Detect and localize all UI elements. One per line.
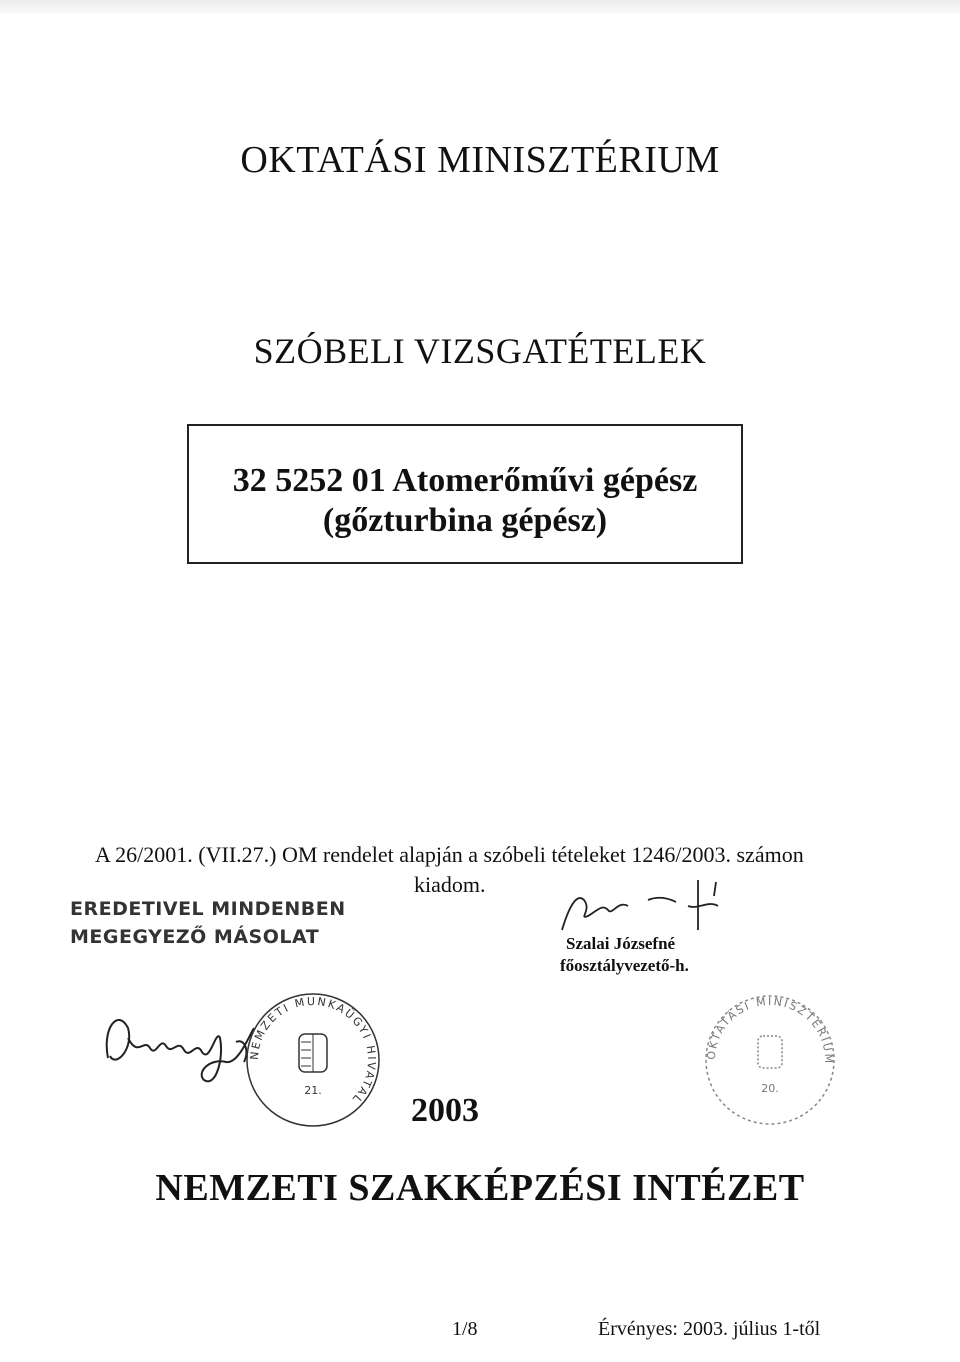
decree-text-line1: A 26/2001. (VII.27.) OM rendelet alapján a szóbeli tételeket 1246/2003. számon bbox=[95, 842, 804, 867]
certification-stamp-line2: MEGEGYEZŐ MÁSOLAT bbox=[70, 926, 320, 948]
publication-year: 2003 bbox=[411, 1092, 479, 1129]
validity-date: Érvényes: 2003. július 1-től bbox=[598, 1318, 821, 1340]
seal-right-number: 20. bbox=[761, 1082, 779, 1095]
signatory-title: főosztályvezető-h. bbox=[560, 956, 689, 975]
document-subtitle: SZÓBELI VIZSGATÉTELEK bbox=[253, 331, 707, 371]
svg-text:OKTATÁSI MINISZTÉRIUM bbox=[705, 995, 835, 1065]
institute-name: NEMZETI SZAKKÉPZÉSI INTÉZET bbox=[155, 1167, 805, 1209]
ministry-title: OKTATÁSI MINISZTÉRIUM bbox=[240, 139, 720, 181]
signatory-name: Szalai Józsefné bbox=[566, 934, 676, 953]
scan-edge bbox=[0, 0, 960, 14]
handwritten-signature-right bbox=[548, 870, 738, 940]
seal-right-ring-text: OKTATÁSI MINISZTÉRIUM bbox=[704, 994, 836, 1066]
qualification-code-name: 32 5252 01 Atomerőművi gépész bbox=[232, 462, 698, 499]
qualification-specialization: (gőzturbina gépész) bbox=[322, 502, 608, 539]
decree-text-line2: kiadom. bbox=[414, 872, 486, 897]
qualification-box bbox=[187, 424, 743, 564]
seal-left-ring-text: NEMZETI MUNKAÜGYI HIVATAL bbox=[247, 994, 379, 1107]
certification-stamp-line1: EREDETIVEL MINDENBEN bbox=[70, 898, 346, 920]
page-number: 1/8 bbox=[452, 1318, 478, 1340]
seal-left-number: 21. bbox=[304, 1084, 322, 1097]
